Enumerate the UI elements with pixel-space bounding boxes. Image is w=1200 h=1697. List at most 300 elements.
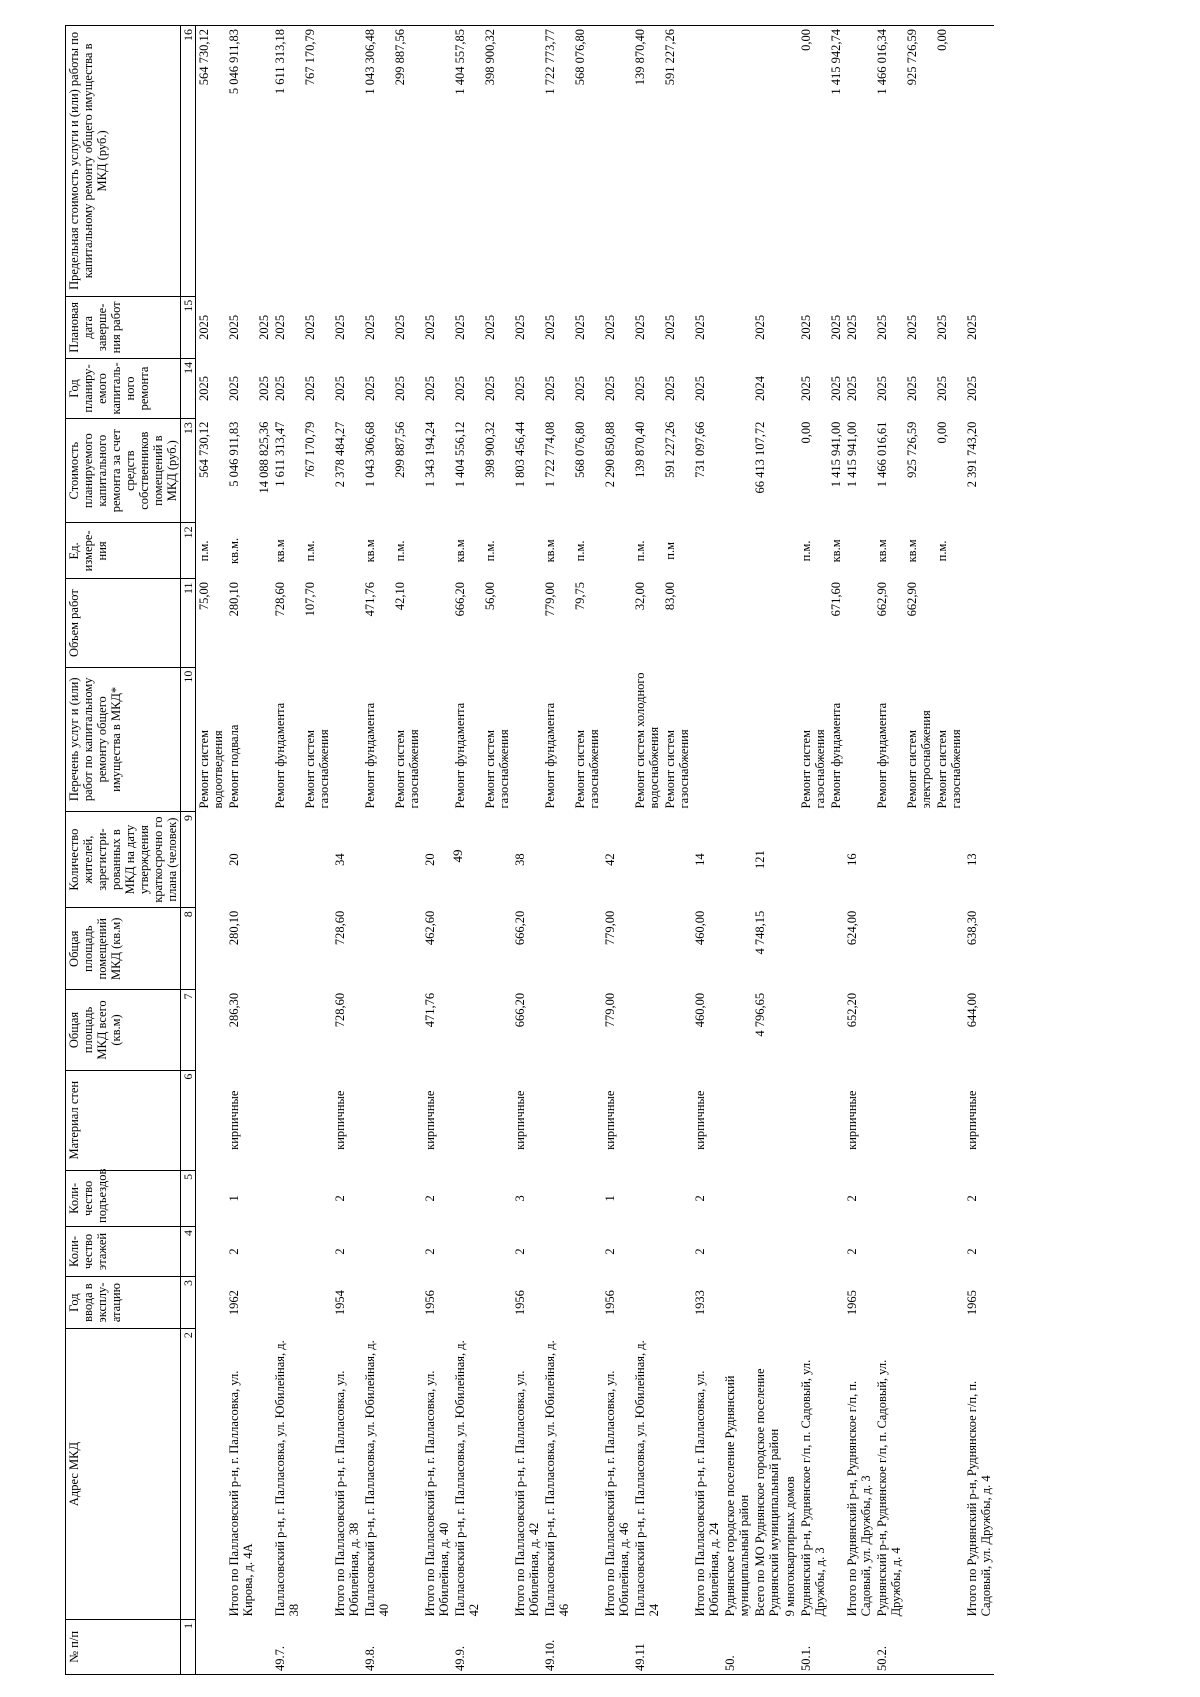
wall-material: кирпичные [693, 1090, 707, 1150]
floors: 2 [845, 1248, 859, 1255]
floors [782, 1226, 798, 1276]
row-number: 50. [722, 1619, 752, 1674]
unit [602, 523, 632, 579]
entrances: 3 [513, 1195, 527, 1202]
work-volume [512, 579, 542, 667]
year-built [934, 1277, 964, 1329]
column-header: Коли-чество подъездов [66, 1170, 181, 1226]
floors [272, 1226, 302, 1276]
floors: 2 [227, 1248, 241, 1255]
entrances: 2 [333, 1195, 347, 1202]
work-type: Ремонт фундамента [453, 702, 467, 809]
total-area: 666,20 [513, 992, 527, 1028]
year-built [798, 1277, 828, 1329]
entrances [302, 1170, 332, 1226]
column-number: 8 [181, 908, 196, 990]
premises-area: 460,00 [693, 910, 707, 946]
premises-area: 666,20 [513, 910, 527, 946]
premises-area [828, 908, 844, 990]
row-number [572, 1619, 602, 1674]
work-type [844, 667, 874, 811]
row-number [844, 1619, 874, 1674]
year-built: 1956 [603, 1290, 617, 1316]
year-built [782, 1277, 798, 1329]
work-volume [782, 579, 798, 667]
work-type [782, 667, 798, 811]
cost-limit [512, 26, 542, 297]
residents [482, 811, 512, 907]
column-header: Плановая дата заверше-ния работ [66, 296, 181, 358]
completion-year: 2025 [799, 314, 813, 340]
unit: кв.м [875, 539, 889, 563]
year-built: 1954 [333, 1290, 347, 1316]
work-volume: 56,00 [483, 581, 497, 611]
residents [196, 811, 227, 907]
wall-material [542, 1070, 572, 1170]
column-header: Перечень услуг и (или) работ по капитальному ремонту общего имущества в МКД* [66, 667, 181, 811]
premises-area [934, 908, 964, 990]
repair-year: 2025 [905, 376, 919, 401]
repair-year: 2025 [257, 376, 271, 401]
work-volume: 779,00 [543, 581, 557, 617]
premises-area [874, 908, 904, 990]
column-number: 10 [181, 667, 196, 811]
residents: 14 [693, 853, 707, 866]
work-type: Ремонт систем газоснабжения [483, 729, 511, 809]
table-row [828, 26, 844, 1675]
total-area [482, 990, 512, 1070]
wall-material [874, 1070, 904, 1170]
total-area [452, 990, 482, 1070]
entrances [362, 1170, 392, 1226]
floors [542, 1226, 572, 1276]
wall-material: кирпичные [227, 1090, 241, 1150]
unit: п.м. [393, 540, 407, 562]
year-built: 1965 [965, 1290, 979, 1316]
completion-year: 2025 [905, 314, 919, 340]
unit: п.м. [935, 540, 949, 562]
row-number: 49.8. [362, 1619, 392, 1674]
total-area [392, 990, 422, 1070]
floors [392, 1226, 422, 1276]
unit [332, 523, 362, 579]
table-row [362, 26, 392, 1675]
address [392, 1329, 422, 1620]
column-number: 12 [181, 523, 196, 579]
wall-material [196, 1070, 227, 1170]
table-row [692, 26, 722, 1675]
table-row [722, 26, 752, 1675]
work-type [692, 667, 722, 811]
work-type [752, 667, 782, 811]
completion-year: 2025 [423, 314, 437, 340]
row-number [512, 1619, 542, 1674]
repair-year: 2025 [633, 376, 647, 401]
floors [452, 1226, 482, 1276]
planned-cost: 0,00 [799, 421, 813, 444]
total-area [196, 990, 227, 1070]
unit: кв.м [453, 539, 467, 563]
completion-year: 2025 [513, 314, 527, 340]
unit: п.м. [197, 540, 211, 562]
total-area [874, 990, 904, 1070]
address [196, 1329, 227, 1620]
repair-year: 2025 [513, 376, 527, 401]
row-number [332, 1619, 362, 1674]
completion-year: 2025 [663, 314, 677, 340]
work-volume [752, 579, 782, 667]
work-type: Ремонт фундамента [875, 702, 889, 809]
premises-area [632, 908, 662, 990]
floors [302, 1226, 332, 1276]
completion-year: 2025 [875, 314, 889, 340]
repair-year: 2025 [333, 376, 347, 401]
total-area [904, 990, 934, 1070]
total-area: 460,00 [693, 992, 707, 1028]
column-numbers [181, 26, 196, 1675]
year-built [572, 1277, 602, 1329]
premises-area: 779,00 [603, 910, 617, 946]
cost-limit: 925 726,59 [904, 26, 934, 297]
work-type: Ремонт систем газоснабжения [663, 729, 691, 809]
floors [904, 1226, 934, 1276]
column-header: Коли-чество этажей [66, 1226, 181, 1276]
repair-year: 2025 [799, 376, 813, 401]
address: Итого по Палласовский р-н, г. Палласовка, ул. Юбилейная, д. 40 [423, 1370, 451, 1617]
column-number: 9 [181, 811, 196, 907]
wall-material [934, 1070, 964, 1170]
wall-material [904, 1070, 934, 1170]
table-row [422, 26, 452, 1675]
wall-material [632, 1070, 662, 1170]
floors [934, 1226, 964, 1276]
repair-year: 2025 [935, 376, 949, 401]
planned-cost: 398 900,32 [483, 421, 497, 478]
planned-cost [782, 419, 798, 523]
floors [722, 1226, 752, 1276]
completion-year: 2025 [483, 314, 497, 340]
unit [844, 523, 874, 579]
work-type [332, 667, 362, 811]
planned-cost: 0,00 [935, 421, 949, 444]
total-area: 471,76 [423, 992, 437, 1028]
planned-cost: 564 730,12 [197, 421, 211, 478]
residents [874, 811, 904, 907]
table-row [874, 26, 904, 1675]
address [572, 1329, 602, 1620]
address: 9 многоквартирных домов [783, 1476, 797, 1617]
unit: п.м [663, 542, 677, 560]
table-row [662, 26, 692, 1675]
entrances [904, 1170, 934, 1226]
year-built [362, 1277, 392, 1329]
row-number [392, 1619, 422, 1674]
completion-year: 2025 [753, 314, 767, 340]
page-number: 49 [450, 849, 465, 863]
planned-cost: 1 415 941,00 [829, 421, 843, 488]
work-volume [722, 579, 752, 667]
planned-cost: 299 887,56 [393, 421, 407, 478]
floors: 2 [965, 1248, 979, 1255]
planned-cost: 2 290 850,88 [603, 421, 617, 488]
residents [798, 811, 828, 907]
repair-year: 2025 [197, 376, 211, 401]
work-type: Ремонт систем электроснабжения [905, 710, 933, 809]
floors [662, 1226, 692, 1276]
wall-material [798, 1070, 828, 1170]
repair-year: 2025 [965, 376, 979, 401]
unit [752, 523, 782, 579]
entrances [572, 1170, 602, 1226]
cost-limit [256, 26, 272, 297]
cost-limit: 591 227,26 [662, 26, 692, 297]
year-built [722, 1277, 752, 1329]
premises-area [196, 908, 227, 990]
residents [904, 811, 934, 907]
wall-material [752, 1070, 782, 1170]
residents: 38 [513, 853, 527, 866]
work-volume [844, 579, 874, 667]
work-volume [602, 579, 632, 667]
table-row [964, 26, 994, 1675]
repair-year: 2025 [227, 376, 241, 401]
entrances [256, 1170, 272, 1226]
work-type: Ремонт систем водоотведения [197, 730, 225, 809]
residents: 20 [227, 853, 241, 866]
row-number [602, 1619, 632, 1674]
planned-cost: 2 391 743,20 [965, 421, 979, 488]
total-area: 728,60 [333, 992, 347, 1028]
repair-year [782, 358, 798, 418]
work-volume: 280,10 [227, 581, 241, 617]
wall-material [272, 1070, 302, 1170]
capital-repair-table [65, 25, 994, 1675]
wall-material [572, 1070, 602, 1170]
year-built [452, 1277, 482, 1329]
cost-limit [752, 26, 782, 297]
column-number: 7 [181, 990, 196, 1070]
year-built: 1965 [845, 1290, 859, 1316]
work-type: Ремонт фундамента [273, 702, 287, 809]
address [828, 1329, 844, 1620]
premises-area [542, 908, 572, 990]
unit [422, 523, 452, 579]
wall-material [302, 1070, 332, 1170]
row-number: 49.9. [452, 1619, 482, 1674]
year-built: 1956 [423, 1290, 437, 1316]
work-volume: 671,60 [829, 581, 843, 617]
address: Палласовский р-н, г. Палласовка, ул. Юбилейная, д. 40 [363, 1340, 391, 1617]
table-row [482, 26, 512, 1675]
work-volume: 83,00 [663, 581, 677, 611]
unit [964, 523, 994, 579]
column-header: № п/п [66, 1619, 181, 1674]
repair-year: 2025 [363, 376, 377, 401]
planned-cost: 1 466 016,61 [875, 421, 889, 488]
work-volume: 471,76 [363, 581, 377, 617]
total-area [934, 990, 964, 1070]
work-type [256, 667, 272, 811]
total-area [798, 990, 828, 1070]
work-type: Ремонт систем газоснабжения [303, 729, 331, 809]
entrances: 1 [227, 1195, 241, 1202]
entrances [632, 1170, 662, 1226]
work-type [722, 667, 752, 811]
work-type: Ремонт систем холодного водоснабжения [633, 672, 661, 809]
row-number [226, 1619, 256, 1674]
planned-cost: 767 170,79 [303, 421, 317, 478]
row-number: 49.11 [632, 1619, 662, 1674]
cost-limit [692, 26, 722, 297]
wall-material [392, 1070, 422, 1170]
entrances [482, 1170, 512, 1226]
work-volume: 32,00 [633, 581, 647, 611]
residents [572, 811, 602, 907]
entrances [722, 1170, 752, 1226]
column-number: 3 [181, 1277, 196, 1329]
year-built [662, 1277, 692, 1329]
floors [482, 1226, 512, 1276]
unit [512, 523, 542, 579]
table-row [452, 26, 482, 1675]
cost-limit [422, 26, 452, 297]
cost-limit: 5 046 911,83 [226, 26, 256, 297]
column-header: Общая площадь МКД всего (кв.м) [66, 990, 181, 1070]
column-header: Год ввода в эксплу-атацию [66, 1277, 181, 1329]
work-volume [422, 579, 452, 667]
planned-cost: 1 415 941,00 [845, 421, 859, 488]
residents [362, 811, 392, 907]
repair-year: 2025 [845, 376, 859, 401]
unit [692, 523, 722, 579]
work-volume [934, 579, 964, 667]
row-number [662, 1619, 692, 1674]
planned-cost: 1 404 556,12 [453, 421, 467, 488]
wall-material [482, 1070, 512, 1170]
table-row [226, 26, 256, 1675]
work-type: Ремонт систем газоснабжения [393, 729, 421, 809]
table-row [632, 26, 662, 1675]
repair-year: 2025 [603, 376, 617, 401]
planned-cost: 925 726,59 [905, 421, 919, 478]
premises-area [272, 908, 302, 990]
planned-cost: 731 097,66 [693, 421, 707, 478]
cost-limit: 0,00 [798, 26, 828, 297]
entrances [934, 1170, 964, 1226]
unit [722, 523, 752, 579]
planned-cost: 1 343 194,24 [423, 421, 437, 488]
completion-year [782, 296, 798, 358]
residents [452, 811, 482, 907]
completion-year: 2025 [543, 314, 557, 340]
work-volume: 728,60 [273, 581, 287, 617]
cost-limit: 1 415 942,74 [828, 26, 844, 297]
planned-cost: 568 076,80 [573, 421, 587, 478]
header-row [66, 26, 181, 1675]
work-volume: 666,20 [453, 581, 467, 617]
total-area [256, 990, 272, 1070]
year-built: 1933 [693, 1290, 707, 1316]
work-volume [332, 579, 362, 667]
cost-limit [844, 26, 874, 297]
residents [782, 811, 798, 907]
address: Итого по Палласовский р-н, г. Палласовка, ул. Юбилейная, д. 42 [513, 1370, 541, 1617]
cost-limit [782, 26, 798, 297]
residents [302, 811, 332, 907]
year-built [256, 1277, 272, 1329]
residents: 16 [845, 853, 859, 866]
row-number [302, 1619, 332, 1674]
residents [934, 811, 964, 907]
floors: 2 [603, 1248, 617, 1255]
entrances [662, 1170, 692, 1226]
planned-cost: 2 378 484,27 [333, 421, 347, 488]
year-built [828, 1277, 844, 1329]
wall-material: кирпичные [513, 1090, 527, 1150]
row-number [196, 1619, 227, 1674]
entrances: 1 [603, 1195, 617, 1202]
address: Палласовский р-н, г. Палласовка, ул. Юбилейная, д. 38 [273, 1340, 301, 1617]
year-built [752, 1277, 782, 1329]
completion-year: 2025 [965, 314, 979, 340]
planned-cost: 1 722 774,08 [543, 421, 557, 488]
table-row [272, 26, 302, 1675]
row-number [782, 1619, 798, 1674]
column-header: Объем работ [66, 579, 181, 667]
year-built [904, 1277, 934, 1329]
cost-limit: 0,00 [934, 26, 964, 297]
table-row [904, 26, 934, 1675]
address: Итого по Руднянский р-н, Руднянское г/п, п. Садовый, ул. Дружбы, д. 4 [965, 1380, 993, 1617]
planned-cost: 139 870,40 [633, 421, 647, 478]
residents [272, 811, 302, 907]
column-header: Стоимость планируемого капитального ремонта за счет средств собственников помещений в МКД (руб.) [66, 419, 181, 523]
residents [256, 811, 272, 907]
column-number: 16 [181, 26, 196, 297]
premises-area: 4 748,15 [753, 910, 767, 955]
wall-material [452, 1070, 482, 1170]
total-area [828, 990, 844, 1070]
address [662, 1329, 692, 1620]
work-volume [692, 579, 722, 667]
row-number [692, 1619, 722, 1674]
entrances: 2 [423, 1195, 437, 1202]
year-built [302, 1277, 332, 1329]
unit: кв.м [905, 539, 919, 563]
completion-year: 2025 [197, 314, 211, 340]
table-row [542, 26, 572, 1675]
completion-year: 2025 [633, 314, 647, 340]
unit: кв.м [363, 539, 377, 563]
cost-limit [332, 26, 362, 297]
unit: кв.м [273, 539, 287, 563]
floors [828, 1226, 844, 1276]
completion-year: 2025 [303, 314, 317, 340]
unit: кв.м [829, 539, 843, 563]
wall-material: кирпичные [333, 1090, 347, 1150]
residents [662, 811, 692, 907]
entrances [392, 1170, 422, 1226]
premises-area [662, 908, 692, 990]
residents: 42 [603, 853, 617, 866]
completion-year: 2025 [573, 314, 587, 340]
unit: п.м. [633, 540, 647, 562]
column-number: 15 [181, 296, 196, 358]
entrances [782, 1170, 798, 1226]
completion-year [722, 296, 752, 358]
table-row [782, 26, 798, 1675]
column-header: Ед. измере-ния [66, 523, 181, 579]
